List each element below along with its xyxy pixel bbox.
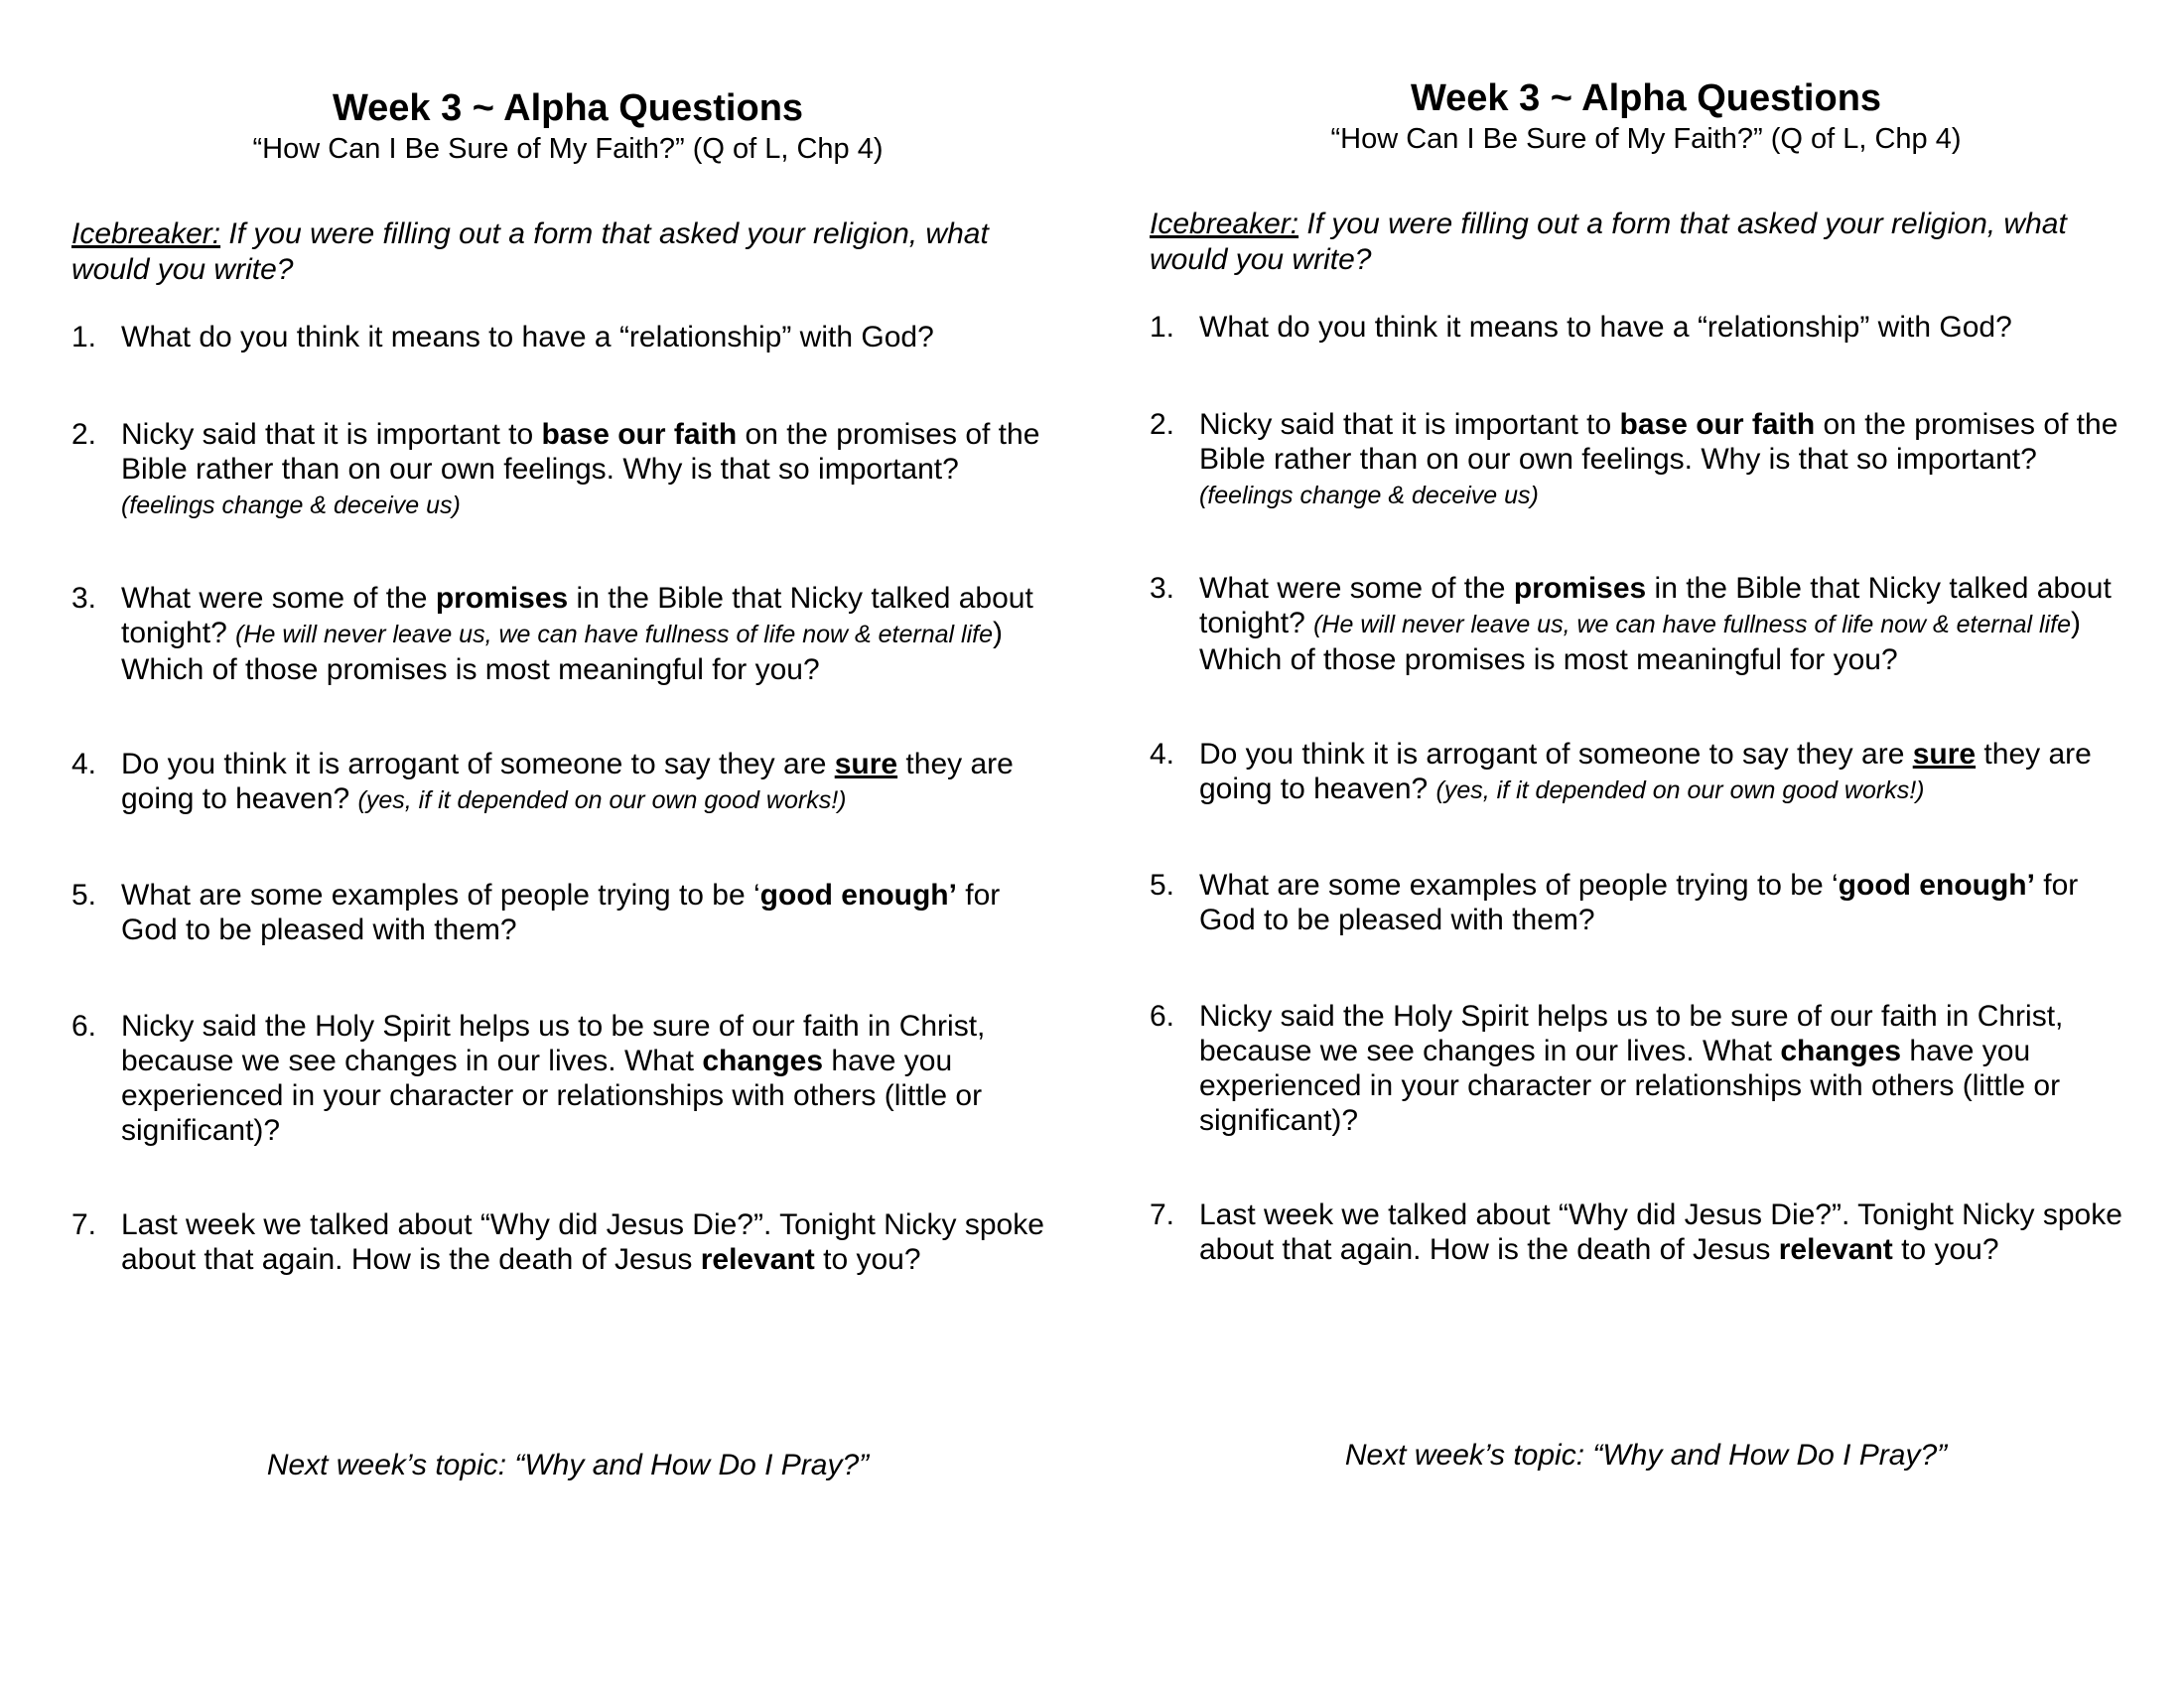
question-text: What are some examples of people trying to be ‘good enough’ for God to be pleased with them? — [121, 879, 1001, 946]
emphasis: promises — [435, 582, 569, 615]
question-number: 1. — [1150, 311, 1175, 344]
page-title: Week 3 ~ Alpha Questions — [1410, 77, 1882, 119]
question-text: Nicky said the Holy Spirit helps us to be sure of our faith in Christ, because we see changes in our lives. What changes have you experienced in your character or relationships with others (little or significant)? — [121, 1010, 986, 1147]
question-number: 4. — [1150, 738, 1175, 771]
question-number: 2. — [71, 418, 97, 451]
emphasis: base our faith — [541, 418, 738, 451]
question-number: 5. — [1150, 869, 1175, 902]
question-number: 5. — [71, 879, 97, 912]
answer-note: (He will never leave us, we can have fullness of life now & eternal life — [1313, 611, 2071, 638]
emphasis: base our faith — [1619, 408, 1816, 441]
icebreaker — [1150, 207, 2142, 278]
emphasis: sure — [1912, 738, 1977, 771]
answer-note: (yes, if it depended on our own good works!) — [357, 786, 847, 814]
answer-note: (yes, if it depended on our own good works!) — [1435, 776, 1925, 804]
emphasis: good enough’ — [1838, 869, 2035, 902]
icebreaker — [71, 216, 1064, 288]
emphasis: changes — [1780, 1035, 1902, 1067]
question-text: Do you think it is arrogant of someone to say they are sure they are going to heaven? (yes, if it depended on our own good works!) — [121, 748, 1014, 815]
question-text: Last week we talked about “Why did Jesus Die?”. Tonight Nicky spoke about that again. How is the death of Jesus relevant to you? — [121, 1208, 1044, 1276]
answer-note: (feelings change & deceive us) — [121, 492, 461, 519]
question-number: 6. — [71, 1010, 97, 1043]
emphasis: good enough’ — [759, 879, 957, 912]
question-number: 2. — [1150, 408, 1175, 441]
emphasis: sure — [834, 748, 898, 780]
handout-left — [71, 0, 1064, 1688]
icebreaker-text: If you were filling out a form that asked your religion, what would you write? — [1150, 208, 2067, 276]
question-text: Nicky said the Holy Spirit helps us to be sure of our faith in Christ, because we see changes in our lives. What changes have you experienced in your character or relationships with others (little or significant)? — [1199, 1000, 2064, 1137]
question-number: 4. — [71, 748, 97, 780]
question-number: 3. — [1150, 572, 1175, 605]
question-text: What were some of the promises in the Bible that Nicky talked about tonight? (He will never leave us, we can have fullness of life now & eternal life) Which of those promises is most meaningful for you? — [121, 582, 1033, 686]
question-text: What do you think it means to have a “relationship” with God? — [1199, 311, 2012, 344]
question-number: 3. — [71, 582, 97, 615]
question-text: What are some examples of people trying to be ‘good enough’ for God to be pleased with them? — [1199, 869, 2079, 936]
icebreaker-label: Icebreaker: — [71, 217, 221, 250]
handout-right — [1150, 0, 2142, 1678]
icebreaker-label: Icebreaker: — [1150, 208, 1299, 240]
question-number: 6. — [1150, 1000, 1175, 1033]
page-title: Week 3 ~ Alpha Questions — [332, 87, 804, 129]
page-subtitle: “How Can I Be Sure of My Faith?” (Q of L, Chp 4) — [252, 133, 884, 165]
question-text: What do you think it means to have a “relationship” with God? — [121, 321, 934, 353]
question-text: Last week we talked about “Why did Jesus Die?”. Tonight Nicky spoke about that again. How is the death of Jesus relevant to you? — [1199, 1198, 2122, 1266]
emphasis: changes — [702, 1045, 824, 1077]
question-text: Nicky said that it is important to base our faith on the promises of the Bible rather than on our own feelings. Why is that so important? (feelings change & deceive us) — [1199, 408, 2118, 509]
answer-note: (He will never leave us, we can have fullness of life now & eternal life — [235, 621, 993, 648]
answer-note: (feelings change & deceive us) — [1199, 482, 1539, 509]
emphasis: relevant — [700, 1243, 815, 1276]
next-week-topic: Next week’s topic: “Why and How Do I Pray?” — [266, 1449, 870, 1481]
question-text: Do you think it is arrogant of someone to say they are sure they are going to heaven? (yes, if it depended on our own good works!) — [1199, 738, 2092, 805]
next-week-topic: Next week’s topic: “Why and How Do I Pray?” — [1344, 1439, 1948, 1472]
icebreaker-text: If you were filling out a form that asked your religion, what would you write? — [71, 217, 989, 286]
question-number: 7. — [1150, 1198, 1175, 1231]
question-text: Nicky said that it is important to base our faith on the promises of the Bible rather than on our own feelings. Why is that so important? (feelings change & deceive us) — [121, 418, 1040, 519]
page-subtitle: “How Can I Be Sure of My Faith?” (Q of L, Chp 4) — [1330, 123, 1962, 155]
emphasis: relevant — [1778, 1233, 1893, 1266]
question-text: What were some of the promises in the Bible that Nicky talked about tonight? (He will never leave us, we can have fullness of life now & eternal life) Which of those promises is most meaningful for you? — [1199, 572, 2112, 676]
question-number: 7. — [71, 1208, 97, 1241]
question-number: 1. — [71, 321, 97, 353]
emphasis: promises — [1513, 572, 1647, 605]
